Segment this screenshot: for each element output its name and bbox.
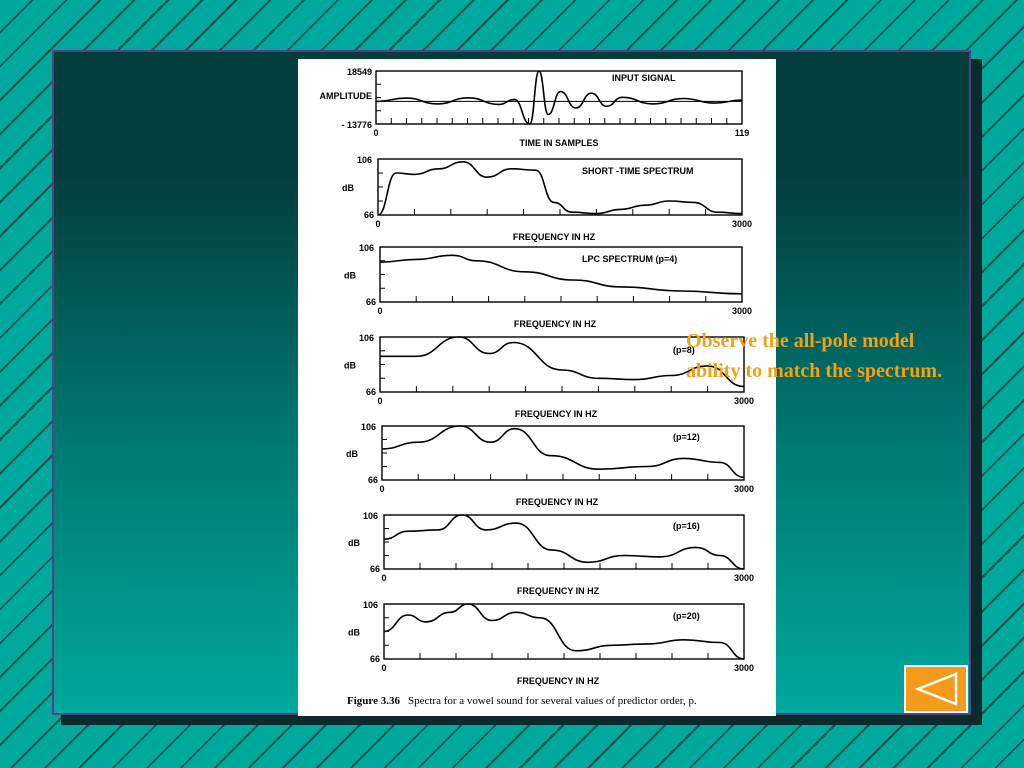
y-min-label: 66 xyxy=(369,654,380,664)
y-axis-label: dB xyxy=(342,183,354,193)
triangle-left-icon xyxy=(906,667,966,711)
x-start-label: 0 xyxy=(377,306,383,316)
x-start-label: 0 xyxy=(377,396,383,406)
y-min-label: 66 xyxy=(369,564,380,574)
y-min-label: 66 xyxy=(363,210,374,220)
x-end-label: 3000 xyxy=(733,573,755,583)
y-max-label: 106 xyxy=(358,243,374,253)
panel-frame-0 xyxy=(376,71,742,124)
y-min-label: - 13776 xyxy=(341,120,372,130)
x-start-label: 0 xyxy=(381,573,387,583)
panel-label-6: (p=20) xyxy=(673,611,700,621)
y-axis-label: dB xyxy=(344,360,356,371)
y-min-label: 66 xyxy=(365,387,376,397)
x-end-label: 3000 xyxy=(733,484,755,494)
figure-caption-text: Spectra for a vowel sound for several values of predictor order, p. xyxy=(407,695,697,707)
y-min-label: 66 xyxy=(365,297,376,307)
y-max-label: 106 xyxy=(360,422,376,432)
figure-caption-number: Figure 3.36 xyxy=(347,695,400,707)
y-max-label: 106 xyxy=(362,511,378,521)
observation-note xyxy=(686,326,1022,386)
x-axis-label: FREQUENCY IN HZ xyxy=(514,409,598,419)
x-axis-label: FREQUENCY IN HZ xyxy=(512,232,596,242)
x-axis-label: FREQUENCY IN HZ xyxy=(513,319,597,329)
series-line-0 xyxy=(376,71,742,124)
x-axis-label: FREQUENCY IN HZ xyxy=(516,676,600,686)
panel-label-0: INPUT SIGNAL xyxy=(612,73,676,83)
x-start-label: 0 xyxy=(381,663,387,673)
y-max-label: 18549 xyxy=(346,67,372,77)
y-axis-label: dB xyxy=(346,449,358,459)
x-start-label: 0 xyxy=(375,219,381,229)
panel-label-3: (p=8) xyxy=(673,345,695,355)
note-line-1: Observe the all-pole model xyxy=(686,330,915,352)
x-end-label: 3000 xyxy=(733,396,755,406)
y-axis-label: dB xyxy=(344,270,356,281)
series-line-2 xyxy=(380,255,742,293)
back-button[interactable] xyxy=(904,665,968,713)
y-min-label: 66 xyxy=(367,475,378,485)
y-max-label: 106 xyxy=(358,333,374,343)
y-axis-label: dB xyxy=(348,538,360,548)
x-end-label: 3000 xyxy=(731,219,753,229)
x-axis-label: FREQUENCY IN HZ xyxy=(516,586,600,596)
y-axis-label: AMPLITUDE xyxy=(319,91,372,101)
panel-label-2: LPC SPECTRUM (p=4) xyxy=(582,254,678,264)
x-end-label: 3000 xyxy=(733,663,755,673)
x-end-label: 119 xyxy=(734,128,750,138)
y-axis-label: dB xyxy=(348,627,360,638)
figure-caption xyxy=(347,695,697,707)
x-axis-label: TIME IN SAMPLES xyxy=(519,138,599,148)
panel-label-5: (p=16) xyxy=(673,521,700,531)
x-start-label: 0 xyxy=(379,484,385,494)
y-max-label: 106 xyxy=(356,155,372,165)
x-start-label: 0 xyxy=(373,128,379,138)
panel-frame-2 xyxy=(380,247,742,302)
note-line-2: ability to match the spectrum. xyxy=(686,360,943,382)
panel-label-4: (p=12) xyxy=(673,432,700,442)
panel-label-1: SHORT -TIME SPECTRUM xyxy=(582,166,694,176)
figure-image xyxy=(298,59,776,716)
y-max-label: 106 xyxy=(362,600,378,610)
x-axis-label: FREQUENCY IN HZ xyxy=(515,497,599,507)
spectra-chart xyxy=(298,59,776,716)
x-end-label: 3000 xyxy=(731,306,753,316)
